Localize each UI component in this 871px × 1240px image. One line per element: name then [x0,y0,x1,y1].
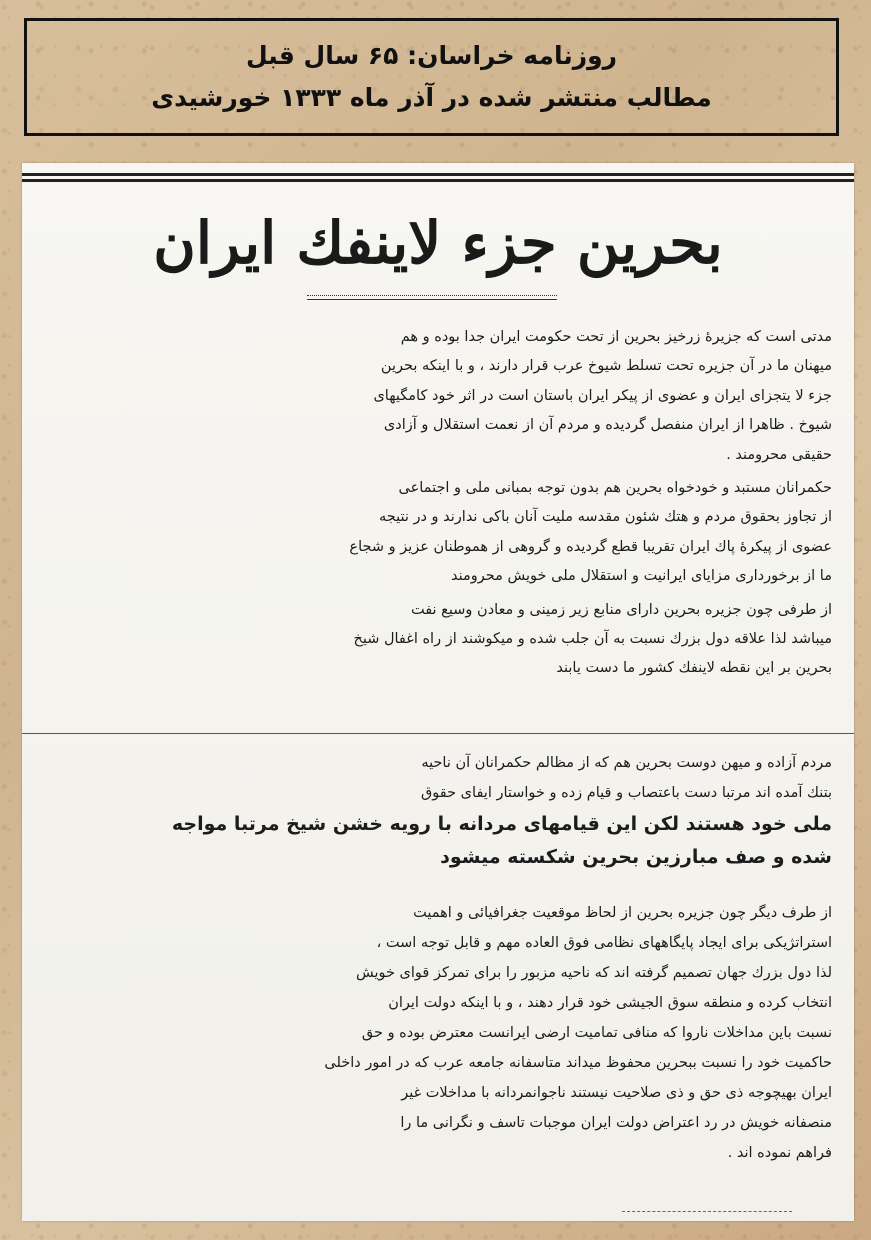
text-line: حاکمیت خود را نسبت ببحرین محفوظ میداند متاسفانه جامعه عرب که در امور داخلی [324,1055,832,1071]
newspaper-clipping [22,163,854,1221]
text-line: استراتژیکی برای ایجاد پایگاههای نظامی فوق العاده مهم و قابل توجه است ، [376,935,832,951]
article-section-1 [62,323,832,684]
text-line: ایران بهیچوجه ذی حق و ذی صلاحیت نیستند ناجوانمردانه با مداخلات غیر [401,1085,832,1101]
section-divider [22,733,854,734]
article-section-3 [62,898,832,1168]
text-line: میهنان ما در آن جزیره تحت تسلط شیوخ عرب قرار دارند ، و با اینکه بحرین [380,358,832,375]
text-line: میباشد لذا علاقه دول بزرك نسبت به آن جلب شده و میکوشند از راه اغفال شیخ [353,630,832,647]
text-line-bold: شده و صف مبارزین بحرین شکسته میشود [440,846,832,868]
text-line: جزء لا یتجزای ایران و عضوی از پیکر ایران باستان است در اثر خود کامگیهای [373,387,832,404]
text-line: نسبت باین مداخلات ناروا که منافی تمامیت ارضی ایرانست معترض بوده و حق [361,1025,832,1041]
banner-subtitle: مطالب منتشر شده در آذر ماه ۱۳۳۳ خورشیدی [151,83,712,112]
header-banner [24,18,839,136]
banner-title: روزنامه خراسان: ۶۵ سال قبل [245,41,618,70]
top-double-rule [22,173,854,183]
article-section-2 [62,748,832,874]
article-headline: بحرین جزء لاینفك ایران [153,209,723,277]
text-line: بتنك آمده اند مرتبا دست باعتصاب و قیام زده و خواستار ایفای حقوق [421,785,832,801]
text-line: انتخاب کرده و منطقه سوق الجیشی خود قرار دهند ، و با اینکه دولت ایران [388,995,832,1011]
text-line: لذا دول بزرك جهان تصمیم گرفته اند که ناحیه مزبور را برای تمرکز قوای خویش [355,965,832,981]
headline-underline [307,295,557,300]
text-line: ما از برخورداری مزایای ایرانیت و استقلال ملی خویش محرومند [451,568,832,585]
text-line: از طرف دیگر چون جزیره بحرین از لحاظ موقعیت جغرافیائی و اهمیت [413,905,832,921]
text-line: از طرفی چون جزیره بحرین دارای منابع زیر زمینی و معادن وسیع نفت [410,601,832,618]
text-line: شیوخ . ظاهرا از ایران منفصل گردیده و مردم آن از نعمت استقلال و آزادی [383,417,832,434]
text-line: فراهم نموده اند . [727,1145,832,1161]
text-line: حکمرانان مستبد و خودخواه بحرین هم بدون توجه بمبانی ملی و اجتماعی [398,479,832,496]
text-line: مدتی است که جزیرهٔ زرخیز بحرین از تحت حکومت ایران جدا بوده و هم [400,329,832,345]
text-line: از تجاوز بحقوق مردم و هتك شئون مقدسه ملیت آنان باکی ندارند و در نتیجه [378,509,832,526]
text-line: منصفانه خویش در رد اعتراض دولت ایران موجبات تاسف و نگرانی ما را [400,1115,832,1131]
text-line-bold: ملی خود هستند لکن این قیامهای مردانه با رویه خشن شیخ مرتبا مواجه [171,813,832,835]
text-line: عضوی از پیکرهٔ پاك ایران تقریبا قطع گردیده و گروهی از هموطنان عزیز و شجاع [349,538,832,555]
text-line: مردم آزاده و میهن دوست بحرین هم که از مظالم حکمرانان آن ناحیه [421,755,832,771]
clipping-cut-edge [622,1211,792,1221]
text-line: بحرین بر این نقطه لاینفك کشور ما دست یابند [556,660,832,677]
text-line: حقیقی محرومند . [726,446,832,463]
